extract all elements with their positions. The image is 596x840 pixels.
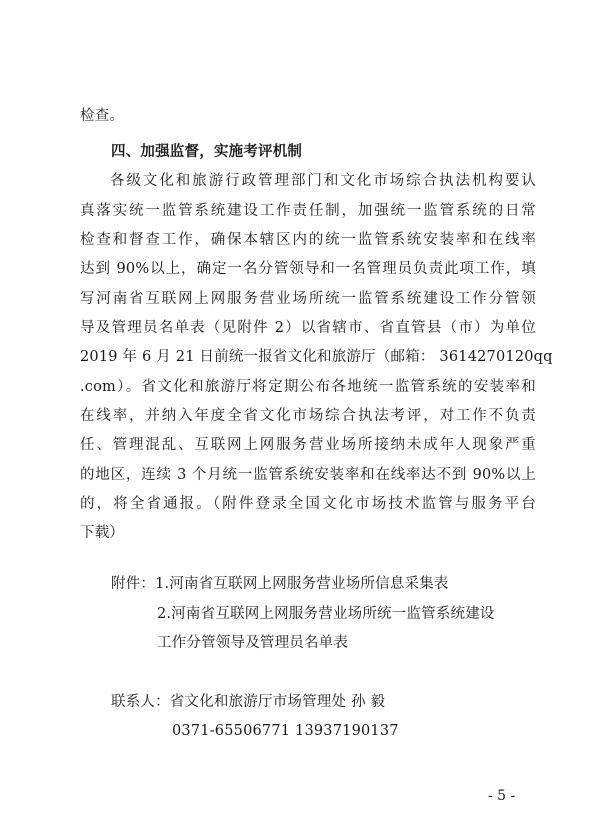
body-line: 各级文化和旅游行政管理部门和文化市场综合执法机构要认	[110, 173, 536, 189]
body-line: .com）。省文化和旅游厅将定期公布各地统一监管系统的安装率和	[80, 379, 536, 395]
page-number: - 5 -	[488, 788, 516, 804]
body-line: 下载）	[80, 525, 125, 541]
attachment-line: 2.河南省互联网上网服务营业场所统一监管系统建设	[157, 606, 495, 622]
body-line: 导及管理员名单表（见附件 2）以省辖市、省直管县（市）为单位	[80, 320, 536, 336]
body-line: 检查。	[80, 108, 125, 124]
attachment-line: 工作分管领导及管理员名单表	[157, 635, 349, 651]
body-line: 的，将全省通报。（附件登录全国文化市场技术监管与服务平台	[80, 496, 536, 512]
attachment-line: 附件：1.河南省互联网上网服务营业场所信息采集表	[111, 576, 449, 592]
body-line: 达到 90%以上，确定一名分管领导和一名管理员负责此项工作，填	[80, 261, 536, 277]
contact-phone: 0371-65506771 13937190137	[172, 723, 399, 739]
body-line: 真落实统一监管系统建设工作责任制，加强统一监管系统的日常	[80, 203, 536, 219]
body-line: 任、管理混乱、互联网上网服务营业场所接纳未成年人现象严重	[80, 437, 536, 453]
body-line: 2019 年 6 月 21 日前统一报省文化和旅游厅（邮箱： 3614270120qq	[80, 349, 553, 365]
section-heading: 四、加强监督，实施考评机制	[111, 143, 303, 160]
body-line: 在线率，并纳入年度全省文化市场综合执法考评，对工作不负责	[80, 408, 536, 424]
contact-line: 联系人：省文化和旅游厅市场管理处 孙 毅	[111, 694, 386, 710]
body-line: 写河南省互联网上网服务营业场所统一监管系统建设工作分管领	[80, 291, 536, 307]
body-line: 的地区，连续 3 个月统一监管系统安装率和在线率达不到 90%以上	[80, 467, 536, 483]
body-line: 检查和督查工作，确保本辖区内的统一监管系统安装率和在线率	[80, 232, 536, 248]
